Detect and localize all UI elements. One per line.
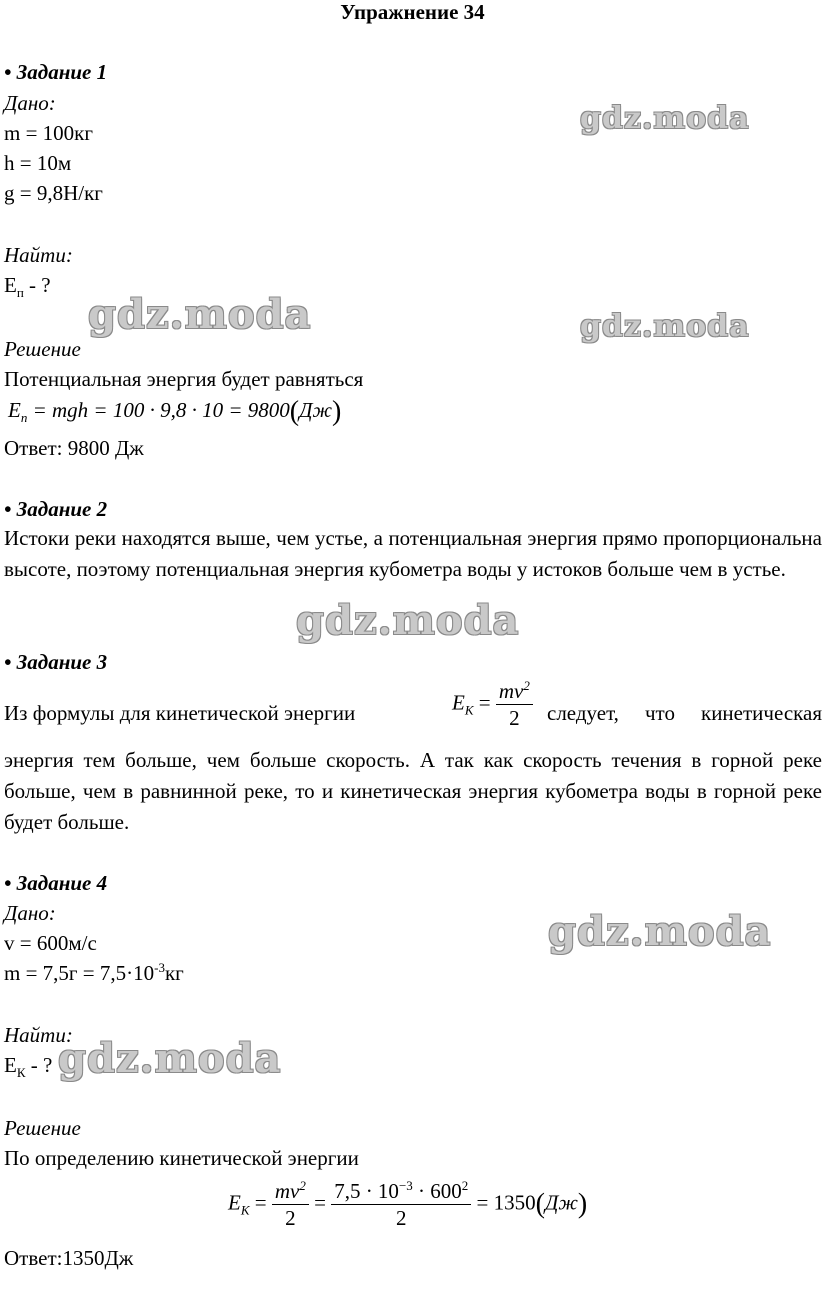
task4-find-label: Найти: [4, 1023, 73, 1047]
task4-given-mass: $m = 7,5г = 7,5\cdot 10^{-3}кг$ [4, 960, 184, 985]
task3-formula: $E_K$ = $\frac{mv^2}{2}$ [452, 678, 533, 731]
task4-heading: • Задание 4 [4, 871, 108, 895]
watermark-logo: gdz.moda [580, 101, 750, 136]
watermark-logo: gdz.moda [58, 1035, 282, 1082]
watermark-logo: gdz.moda [88, 291, 312, 338]
task2-heading: • Задание 2 [4, 497, 108, 521]
task1-find-value: $E_п$ - ? [4, 273, 51, 301]
task3-heading: • Задание 3 [4, 650, 108, 674]
watermark-logo: gdz.moda [548, 908, 772, 955]
task1-given-height: h = 10м [4, 151, 72, 175]
task3-text-before: Из формулы для кинетической энергии [4, 701, 356, 725]
task1-answer: Ответ: 9800 Дж [4, 436, 144, 460]
task1-given-gravity: g = 9,8Н/кг [4, 181, 103, 205]
task1-solution-text: Потенциальная энергия будет равняться [4, 367, 364, 391]
watermark-logo: gdz.moda [296, 597, 520, 644]
task1-given-label: Дано: [4, 91, 56, 115]
task3-text-rest: энергия тем больше, чем больше скорость. А так как скорость течения в горной реке больше, чем в равнинной реке, то и кинетическая энергия кубометра воды в горной реке будет больше. [4, 748, 822, 834]
task4-given-label: Дано: [4, 901, 56, 925]
task1-solution-label: Решение [4, 337, 81, 361]
task1-given-mass: m = 100кг [4, 121, 93, 145]
task4-answer: Ответ:1350Дж [4, 1246, 134, 1270]
task1-find-label: Найти: [4, 243, 73, 267]
page-title: Упражнение 34 [340, 0, 485, 24]
task4-solution-text: По определению кинетической энергии [4, 1146, 359, 1170]
task1-formula: $E_п$ = mgh = 100 · 9,8 · 10 = 9800(Дж) [8, 396, 342, 427]
task3-text-after: следует, что кинетическая [547, 701, 822, 725]
watermark-logo: gdz.moda [580, 309, 750, 344]
task4-find-value: $E_К$ - ? [4, 1053, 53, 1081]
task2-text: Истоки реки находятся выше, чем устье, а потенциальная энергия прямо пропорциональна высоте, поэтому потенциальная энергия кубометра воды у истоков больше чем в устье. [4, 526, 822, 581]
task4-solution-label: Решение [4, 1116, 81, 1140]
task4-given-velocity: v = 600м/с [4, 931, 97, 955]
task4-formula: $E_K$ = $\frac{mv^2}{2}$ = $\frac{7,5 \cdot 10^{-3} \cdot 600^2}{2}$ = 1350(Дж) [228, 1178, 588, 1230]
task1-heading: • Задание 1 [4, 60, 108, 84]
